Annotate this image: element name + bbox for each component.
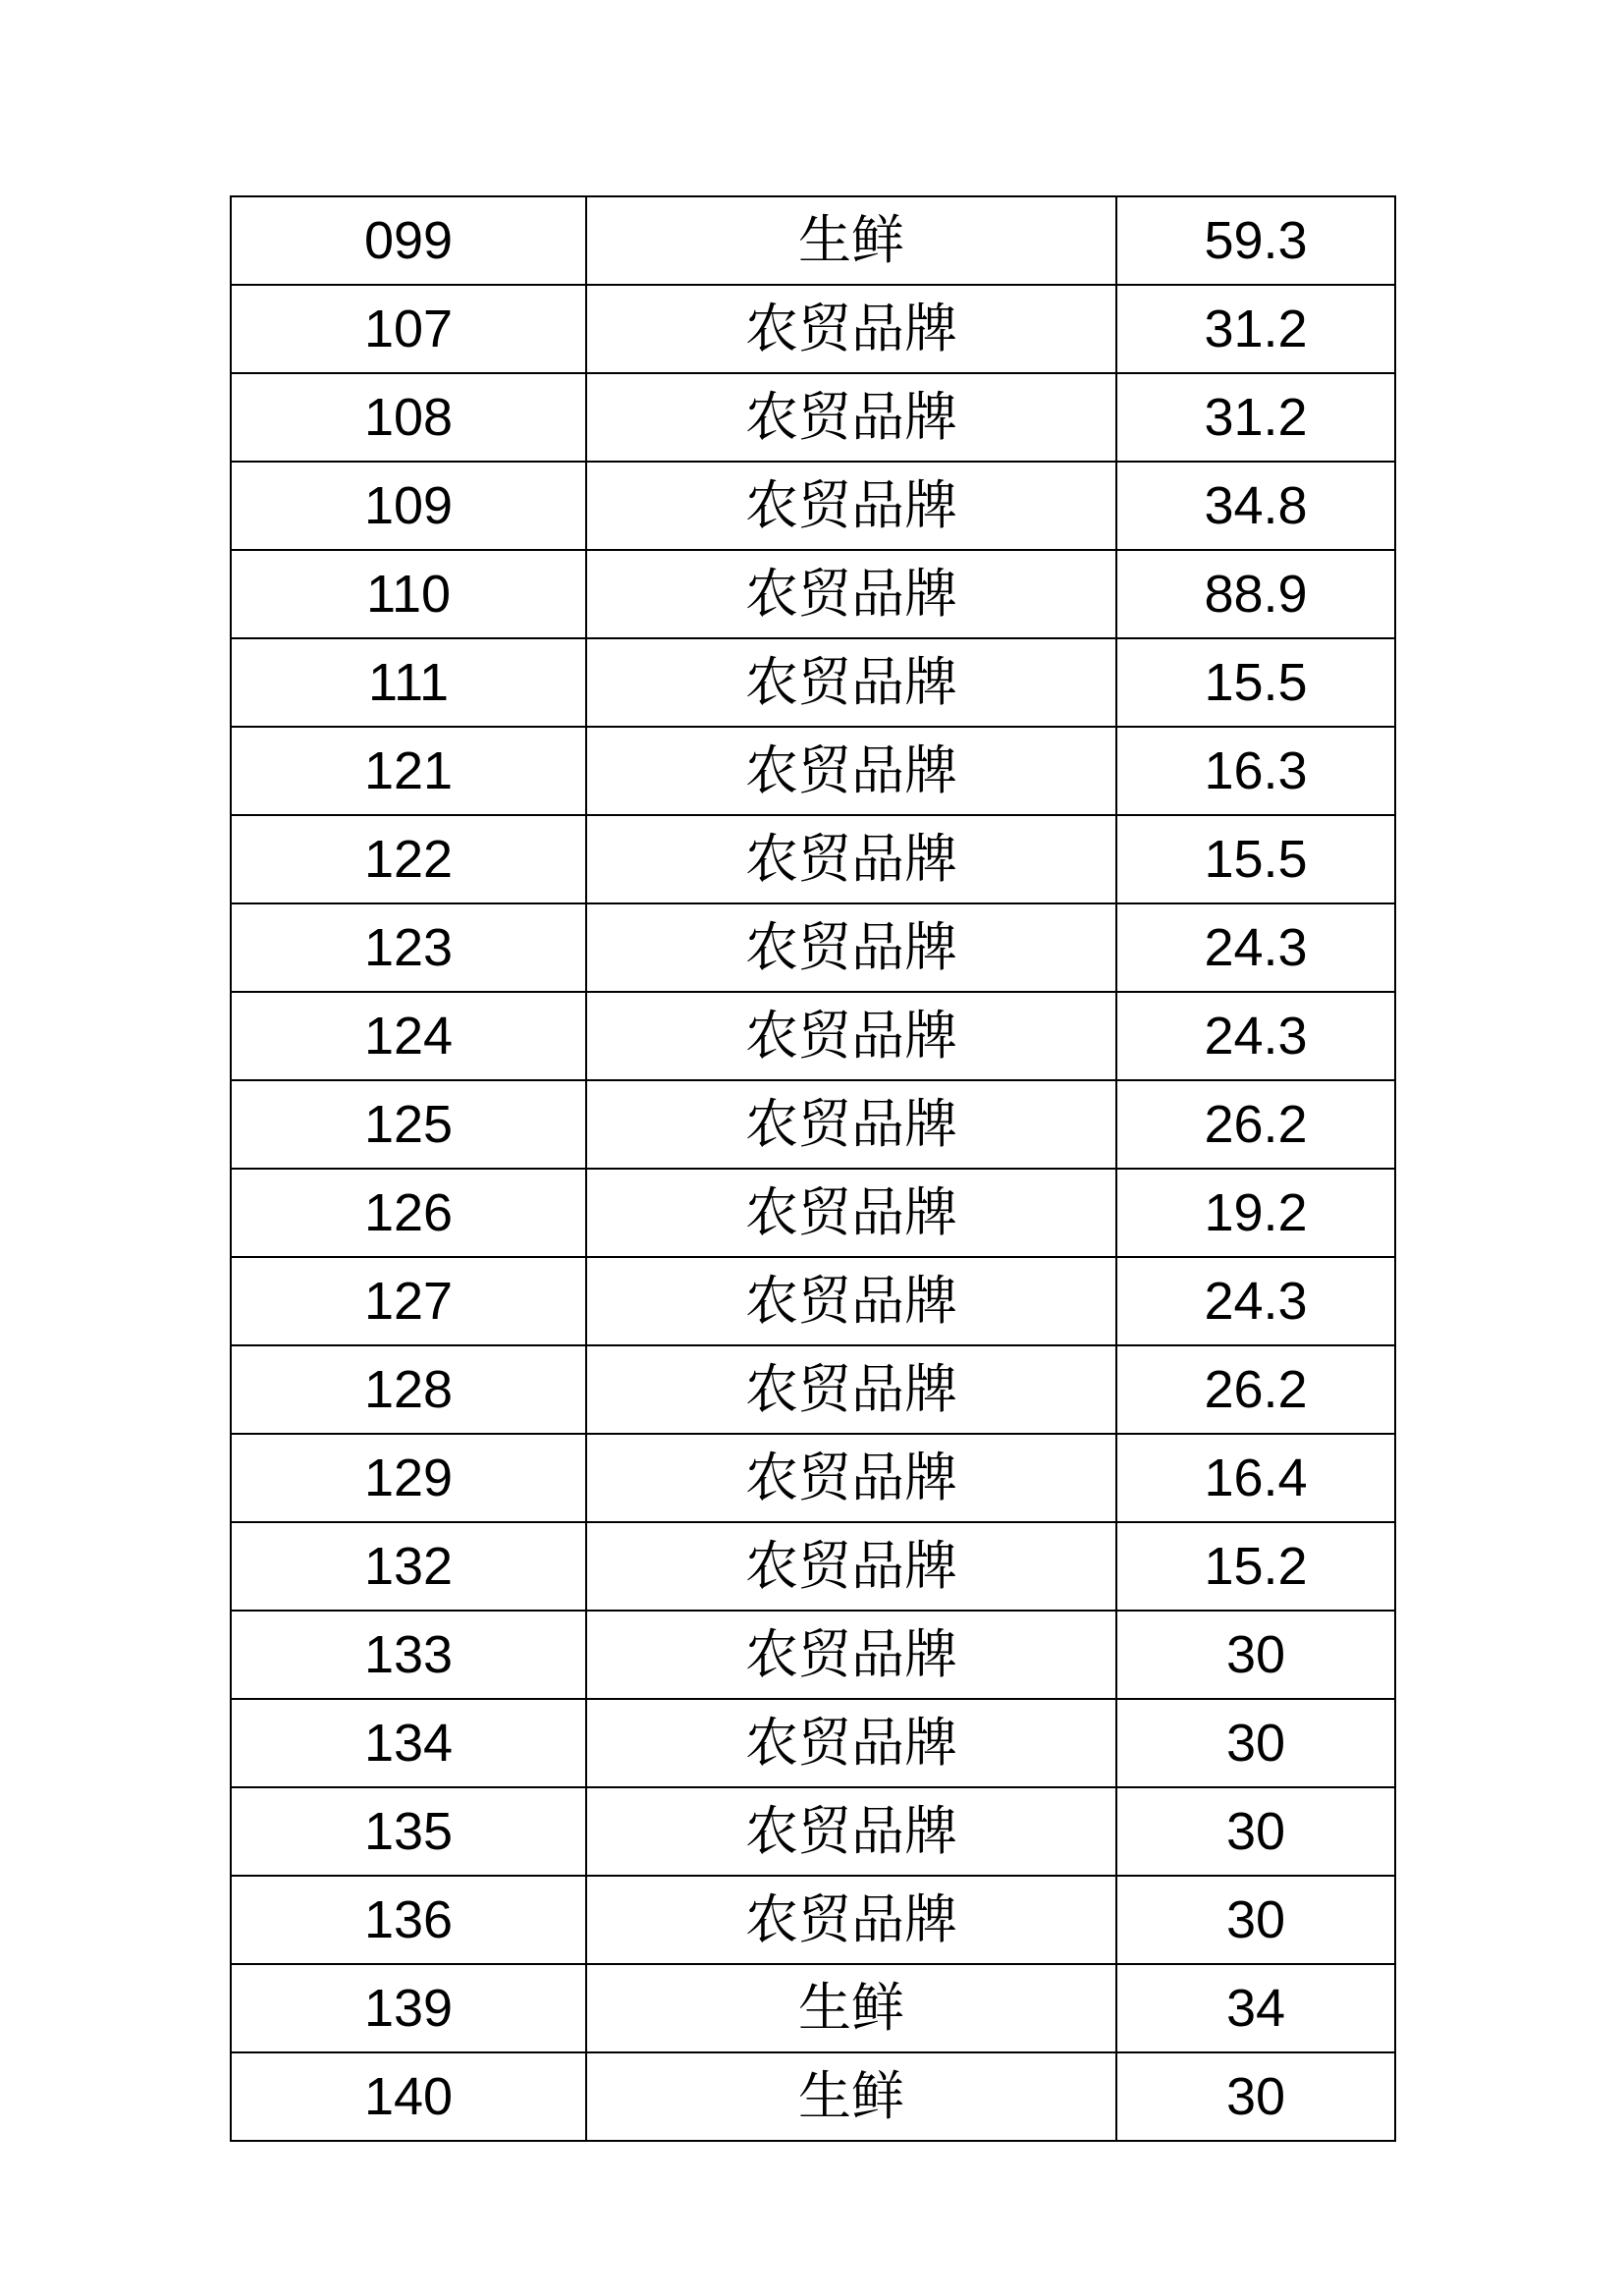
cell-value: 30 — [1116, 1787, 1395, 1876]
cell-value: 24.3 — [1116, 992, 1395, 1080]
cell-category: 农贸品牌 — [586, 1699, 1116, 1787]
cell-value: 59.3 — [1116, 196, 1395, 285]
cell-code: 123 — [231, 903, 586, 992]
cell-code: 111 — [231, 638, 586, 727]
cell-code: 099 — [231, 196, 586, 285]
table-row — [231, 638, 1395, 727]
cell-value: 15.5 — [1116, 638, 1395, 727]
cell-category: 农贸品牌 — [586, 1257, 1116, 1345]
table-row — [231, 1080, 1395, 1169]
cell-category: 农贸品牌 — [586, 1611, 1116, 1699]
data-table — [230, 195, 1396, 2142]
table-row — [231, 1257, 1395, 1345]
cell-code: 125 — [231, 1080, 586, 1169]
cell-value: 30 — [1116, 2052, 1395, 2141]
cell-category: 生鲜 — [586, 196, 1116, 285]
cell-code: 140 — [231, 2052, 586, 2141]
cell-value: 16.3 — [1116, 727, 1395, 815]
table-row — [231, 1434, 1395, 1522]
cell-code: 136 — [231, 1876, 586, 1964]
cell-code: 139 — [231, 1964, 586, 2052]
cell-value: 34.8 — [1116, 462, 1395, 550]
cell-value: 24.3 — [1116, 1257, 1395, 1345]
cell-category: 农贸品牌 — [586, 1080, 1116, 1169]
table-row — [231, 1964, 1395, 2052]
table-row — [231, 1522, 1395, 1611]
table-row — [231, 1611, 1395, 1699]
cell-value: 26.2 — [1116, 1080, 1395, 1169]
cell-value: 30 — [1116, 1876, 1395, 1964]
cell-category: 农贸品牌 — [586, 462, 1116, 550]
table-row — [231, 285, 1395, 373]
cell-category: 农贸品牌 — [586, 550, 1116, 638]
cell-code: 134 — [231, 1699, 586, 1787]
table-row — [231, 903, 1395, 992]
cell-category: 农贸品牌 — [586, 1876, 1116, 1964]
table-row — [231, 373, 1395, 462]
cell-value: 31.2 — [1116, 373, 1395, 462]
cell-code: 124 — [231, 992, 586, 1080]
cell-value: 24.3 — [1116, 903, 1395, 992]
cell-category: 农贸品牌 — [586, 638, 1116, 727]
table-row — [231, 1699, 1395, 1787]
cell-category: 农贸品牌 — [586, 727, 1116, 815]
cell-code: 129 — [231, 1434, 586, 1522]
cell-category: 农贸品牌 — [586, 903, 1116, 992]
cell-value: 16.4 — [1116, 1434, 1395, 1522]
cell-category: 农贸品牌 — [586, 992, 1116, 1080]
table-row — [231, 1345, 1395, 1434]
cell-value: 31.2 — [1116, 285, 1395, 373]
cell-code: 128 — [231, 1345, 586, 1434]
cell-category: 生鲜 — [586, 2052, 1116, 2141]
table-row — [231, 1169, 1395, 1257]
cell-code: 133 — [231, 1611, 586, 1699]
cell-code: 126 — [231, 1169, 586, 1257]
cell-category: 农贸品牌 — [586, 373, 1116, 462]
cell-value: 15.5 — [1116, 815, 1395, 903]
cell-category: 农贸品牌 — [586, 1522, 1116, 1611]
table-row — [231, 1787, 1395, 1876]
cell-value: 88.9 — [1116, 550, 1395, 638]
cell-code: 107 — [231, 285, 586, 373]
cell-value: 30 — [1116, 1699, 1395, 1787]
cell-category: 农贸品牌 — [586, 1345, 1116, 1434]
cell-value: 15.2 — [1116, 1522, 1395, 1611]
table-row — [231, 1876, 1395, 1964]
cell-code: 109 — [231, 462, 586, 550]
cell-category: 农贸品牌 — [586, 285, 1116, 373]
cell-category: 农贸品牌 — [586, 1434, 1116, 1522]
cell-code: 122 — [231, 815, 586, 903]
cell-code: 132 — [231, 1522, 586, 1611]
cell-code: 110 — [231, 550, 586, 638]
cell-code: 108 — [231, 373, 586, 462]
cell-category: 生鲜 — [586, 1964, 1116, 2052]
table-row — [231, 815, 1395, 903]
cell-category: 农贸品牌 — [586, 1787, 1116, 1876]
cell-value: 19.2 — [1116, 1169, 1395, 1257]
cell-value: 30 — [1116, 1611, 1395, 1699]
cell-value: 34 — [1116, 1964, 1395, 2052]
cell-category: 农贸品牌 — [586, 815, 1116, 903]
cell-category: 农贸品牌 — [586, 1169, 1116, 1257]
cell-code: 127 — [231, 1257, 586, 1345]
table-row — [231, 727, 1395, 815]
table-row — [231, 550, 1395, 638]
table-row — [231, 462, 1395, 550]
table-row — [231, 2052, 1395, 2141]
cell-code: 121 — [231, 727, 586, 815]
table-row — [231, 196, 1395, 285]
table-row — [231, 992, 1395, 1080]
cell-code: 135 — [231, 1787, 586, 1876]
cell-value: 26.2 — [1116, 1345, 1395, 1434]
